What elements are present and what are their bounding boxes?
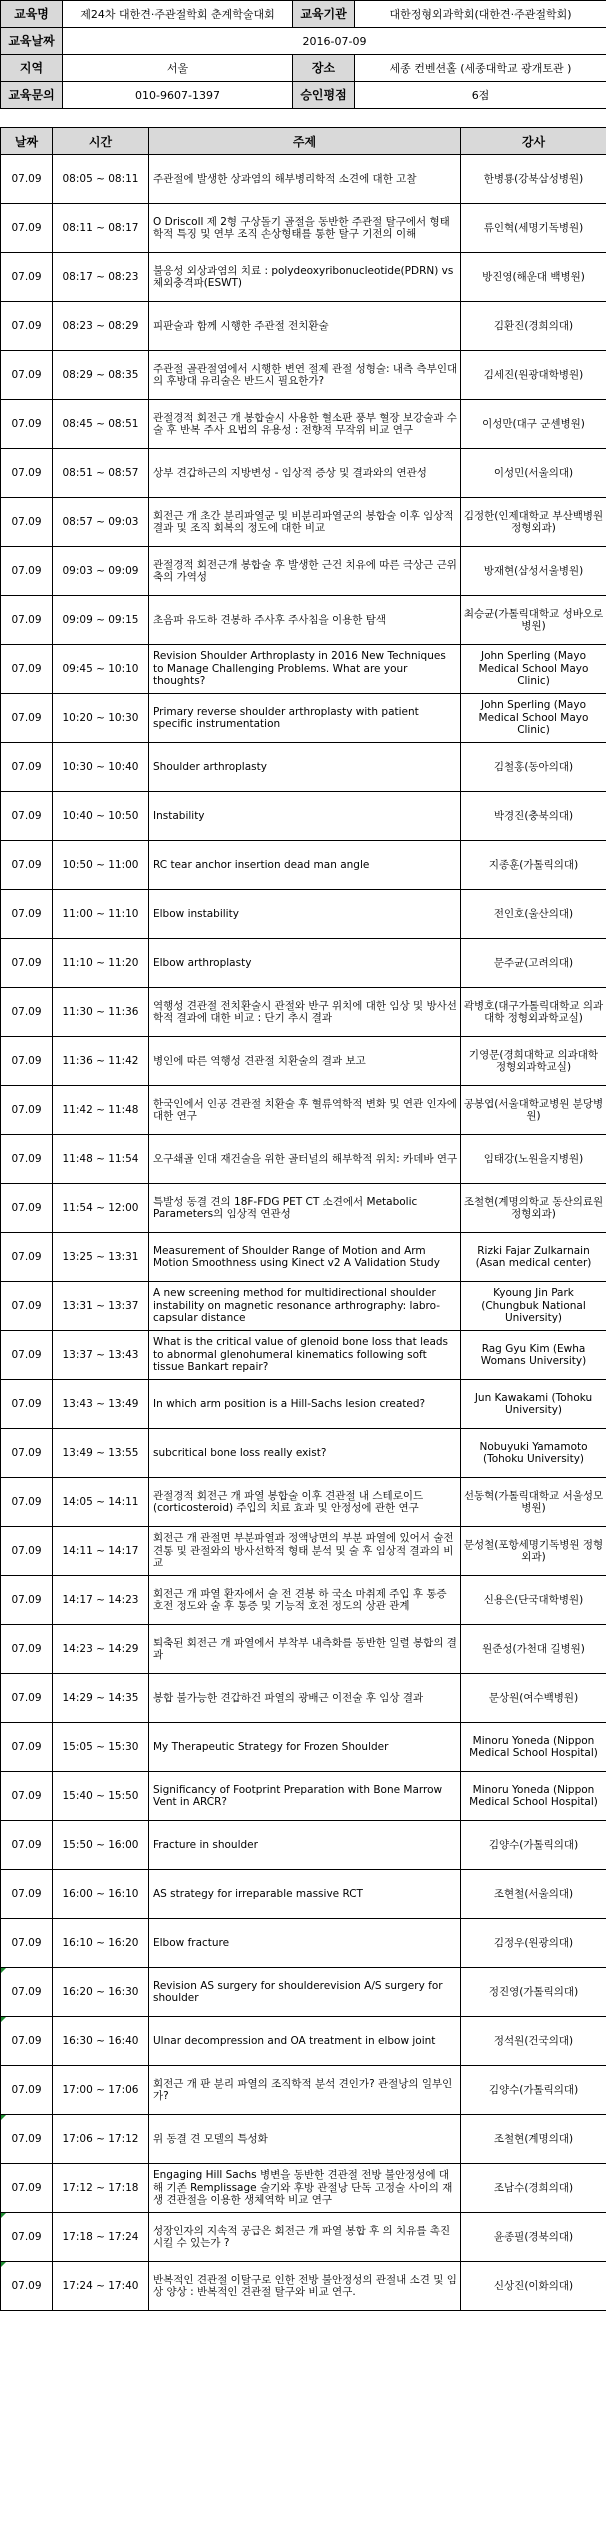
table-row bbox=[1, 1576, 606, 1625]
venue-value: 세종 컨벤션홀 (세종대학교 광개토관 ) bbox=[355, 55, 606, 82]
date-label: 교육날짜 bbox=[1, 28, 63, 55]
row-date: 07.09 bbox=[1, 351, 53, 400]
row-date: 07.09 bbox=[1, 2262, 53, 2311]
row-time: 17:00 ~ 17:06 bbox=[53, 2066, 149, 2115]
row-speaker: John Sperling (Mayo Medical School Mayo Clinic) bbox=[461, 694, 606, 743]
table-row bbox=[1, 1380, 606, 1429]
row-speaker: 김정한(인제대학교 부산백병원 정형외과) bbox=[461, 498, 606, 547]
row-date: 07.09 bbox=[1, 1723, 53, 1772]
row-speaker: Minoru Yoneda (Nippon Medical School Hospital) bbox=[461, 1723, 606, 1772]
row-date: 07.09 bbox=[1, 1135, 53, 1184]
row-topic: In which arm position is a Hill-Sachs lesion created? bbox=[149, 1380, 461, 1429]
row-topic: A new screening method for multidirectional shoulder instability on magnetic resonance arthrography: labro-capsular distance bbox=[149, 1282, 461, 1331]
row-time: 11:36 ~ 11:42 bbox=[53, 1037, 149, 1086]
row-time: 08:23 ~ 08:29 bbox=[53, 302, 149, 351]
row-time: 08:51 ~ 08:57 bbox=[53, 449, 149, 498]
row-speaker: 김세진(원광대학병원) bbox=[461, 351, 606, 400]
row-time: 16:10 ~ 16:20 bbox=[53, 1919, 149, 1968]
table-row bbox=[1, 694, 606, 743]
row-time: 13:37 ~ 13:43 bbox=[53, 1331, 149, 1380]
table-row bbox=[1, 1527, 606, 1576]
row-speaker: 김양수(가톨릭의대) bbox=[461, 1821, 606, 1870]
row-time: 14:29 ~ 14:35 bbox=[53, 1674, 149, 1723]
row-topic: My Therapeutic Strategy for Frozen Shoulder bbox=[149, 1723, 461, 1772]
row-speaker: Minoru Yoneda (Nippon Medical School Hospital) bbox=[461, 1772, 606, 1821]
table-row bbox=[1, 596, 606, 645]
row-topic: Shoulder arthroplasty bbox=[149, 743, 461, 792]
row-time: 08:05 ~ 08:11 bbox=[53, 155, 149, 204]
row-date: 07.09 bbox=[1, 1772, 53, 1821]
table-row bbox=[1, 2262, 606, 2311]
schedule-body bbox=[1, 155, 606, 2311]
row-speaker: 한병룡(강북삼성병원) bbox=[461, 155, 606, 204]
row-date: 07.09 bbox=[1, 596, 53, 645]
row-topic: 상부 견갑하근의 지방변성 - 임상적 증상 및 결과와의 연관성 bbox=[149, 449, 461, 498]
table-row bbox=[1, 1674, 606, 1723]
table-row bbox=[1, 1135, 606, 1184]
row-date: 07.09 bbox=[1, 694, 53, 743]
row-time: 10:40 ~ 10:50 bbox=[53, 792, 149, 841]
table-row bbox=[1, 2213, 606, 2262]
row-topic: 반복적인 견관절 이탈구로 인한 전방 불안정성의 관절내 소견 및 임상 양상 : 반복적인 견관절 탈구와 비교 연구. bbox=[149, 2262, 461, 2311]
row-date: 07.09 bbox=[1, 792, 53, 841]
table-row bbox=[1, 1478, 606, 1527]
row-date: 07.09 bbox=[1, 1233, 53, 1282]
row-topic: 회전근 개 파열 환자에서 술 전 견봉 하 국소 마취제 주입 후 통증 호전 정도와 술 후 통증 및 기능적 호전 정도의 상관 관계 bbox=[149, 1576, 461, 1625]
row-date: 07.09 bbox=[1, 155, 53, 204]
row-topic: RC tear anchor insertion dead man angle bbox=[149, 841, 461, 890]
row-speaker: Jun Kawakami (Tohoku University) bbox=[461, 1380, 606, 1429]
row-speaker: 김환진(경희의대) bbox=[461, 302, 606, 351]
row-speaker: Rag Gyu Kim (Ewha Womans University) bbox=[461, 1331, 606, 1380]
row-date: 07.09 bbox=[1, 2213, 53, 2262]
row-speaker: 이성민(서울의대) bbox=[461, 449, 606, 498]
row-topic: subcritical bone loss really exist? bbox=[149, 1429, 461, 1478]
row-speaker: 신용은(단국대학병원) bbox=[461, 1576, 606, 1625]
row-topic: 피판술과 함께 시행한 주관절 전치환술 bbox=[149, 302, 461, 351]
schedule-header-row bbox=[1, 128, 606, 155]
row-time: 10:50 ~ 11:00 bbox=[53, 841, 149, 890]
row-time: 16:30 ~ 16:40 bbox=[53, 2017, 149, 2066]
row-date: 07.09 bbox=[1, 1478, 53, 1527]
row-speaker: 조철현(계명의대) bbox=[461, 2115, 606, 2164]
header-date: 날짜 bbox=[1, 128, 53, 155]
row-date: 07.09 bbox=[1, 1968, 53, 2017]
row-time: 11:42 ~ 11:48 bbox=[53, 1086, 149, 1135]
course-name-label: 교육명 bbox=[1, 1, 63, 28]
row-speaker: 조철현(계명의학교 동산의료원 정형외과) bbox=[461, 1184, 606, 1233]
row-topic: 성장인자의 지속적 공급은 회전근 개 파열 봉합 후 의 치유를 촉진시킬 수 있는가 ? bbox=[149, 2213, 461, 2262]
table-row bbox=[1, 1968, 606, 2017]
row-speaker: 김양수(가톨릭의대) bbox=[461, 2066, 606, 2115]
header-speaker: 강사 bbox=[461, 128, 606, 155]
row-time: 17:06 ~ 17:12 bbox=[53, 2115, 149, 2164]
table-row bbox=[1, 1184, 606, 1233]
row-topic: Significancy of Footprint Preparation with Bone Marrow Vent in ARCR? bbox=[149, 1772, 461, 1821]
row-speaker: Kyoung Jin Park (Chungbuk National University) bbox=[461, 1282, 606, 1331]
row-speaker: 문성철(포항세명기독병원 정형외과) bbox=[461, 1527, 606, 1576]
table-row bbox=[1, 1919, 606, 1968]
row-time: 09:03 ~ 09:09 bbox=[53, 547, 149, 596]
credit-label: 승인평점 bbox=[293, 82, 355, 109]
row-topic: What is the critical value of glenoid bone loss that leads to abnormal glenohumeral kinematics following soft tissue Bankart repair? bbox=[149, 1331, 461, 1380]
row-date: 07.09 bbox=[1, 1625, 53, 1674]
row-date: 07.09 bbox=[1, 1674, 53, 1723]
row-topic: 주관절 골관절염에서 시행한 변연 절제 관절 성형술: 내측 측부인대의 후방대 유리술은 반드시 필요한가? bbox=[149, 351, 461, 400]
row-speaker: 조남수(경희의대) bbox=[461, 2164, 606, 2213]
row-speaker: John Sperling (Mayo Medical School Mayo Clinic) bbox=[461, 645, 606, 694]
row-speaker: 류인혁(세명기독병원) bbox=[461, 204, 606, 253]
row-time: 14:23 ~ 14:29 bbox=[53, 1625, 149, 1674]
row-topic: 병인에 따른 역행성 견관절 치환술의 결과 보고 bbox=[149, 1037, 461, 1086]
organizer-value: 대한정형외과학회(대한견·주관절학회) bbox=[355, 1, 606, 28]
row-speaker: 임태강(노원을지병원) bbox=[461, 1135, 606, 1184]
table-row bbox=[1, 1282, 606, 1331]
row-topic: Elbow fracture bbox=[149, 1919, 461, 1968]
row-date: 07.09 bbox=[1, 645, 53, 694]
row-speaker: 이성만(대구 군센병원) bbox=[461, 400, 606, 449]
row-topic: 불응성 외상과염의 치료 : polydeoxyribonucleotide(PDRN) vs 체외충격파(ESWT) bbox=[149, 253, 461, 302]
row-time: 08:45 ~ 08:51 bbox=[53, 400, 149, 449]
table-row bbox=[1, 449, 606, 498]
table-row bbox=[1, 2115, 606, 2164]
table-row bbox=[1, 253, 606, 302]
row-date: 07.09 bbox=[1, 1576, 53, 1625]
row-topic: 회전근 개 관절면 부분파열과 정액낭면의 부분 파열에 있어서 술전 견통 및 관절와의 방사선학적 형태 분석 및 술 후 임상적 결과의 비교 bbox=[149, 1527, 461, 1576]
table-row bbox=[1, 204, 606, 253]
row-speaker: 정진영(가톨릭의대) bbox=[461, 1968, 606, 2017]
table-row bbox=[1, 498, 606, 547]
row-time: 13:49 ~ 13:55 bbox=[53, 1429, 149, 1478]
table-row bbox=[1, 1086, 606, 1135]
row-speaker: 조현철(서울의대) bbox=[461, 1870, 606, 1919]
row-speaker: 지종훈(가톨릭의대) bbox=[461, 841, 606, 890]
row-date: 07.09 bbox=[1, 890, 53, 939]
row-time: 08:57 ~ 09:03 bbox=[53, 498, 149, 547]
row-speaker: 곽병호(대구가톨릭대학교 의과대학 정형외과학교실) bbox=[461, 988, 606, 1037]
row-date: 07.09 bbox=[1, 498, 53, 547]
region-value: 서울 bbox=[63, 55, 293, 82]
header-topic: 주제 bbox=[149, 128, 461, 155]
row-time: 08:29 ~ 08:35 bbox=[53, 351, 149, 400]
row-speaker: 윤종필(경북의대) bbox=[461, 2213, 606, 2262]
row-time: 11:10 ~ 11:20 bbox=[53, 939, 149, 988]
row-topic: 한국인에서 인공 견관절 치환술 후 혈류역학적 변화 및 연관 인자에 대한 연구 bbox=[149, 1086, 461, 1135]
row-speaker: 원준성(가천대 길병원) bbox=[461, 1625, 606, 1674]
row-date: 07.09 bbox=[1, 2066, 53, 2115]
row-speaker: 방재현(삼성서울병원) bbox=[461, 547, 606, 596]
row-time: 17:18 ~ 17:24 bbox=[53, 2213, 149, 2262]
row-date: 07.09 bbox=[1, 449, 53, 498]
row-time: 09:09 ~ 09:15 bbox=[53, 596, 149, 645]
row-time: 11:48 ~ 11:54 bbox=[53, 1135, 149, 1184]
row-speaker: 정석원(건국의대) bbox=[461, 2017, 606, 2066]
row-topic: Elbow instability bbox=[149, 890, 461, 939]
table-row bbox=[1, 645, 606, 694]
row-topic: O Driscoll 제 2형 구상돌기 골절을 동반한 주관절 탈구에서 형태학적 특징 및 연부 조직 손상형태를 통한 탈구 기전의 이해 bbox=[149, 204, 461, 253]
row-time: 11:30 ~ 11:36 bbox=[53, 988, 149, 1037]
row-date: 07.09 bbox=[1, 204, 53, 253]
row-date: 07.09 bbox=[1, 939, 53, 988]
row-topic: Revision Shoulder Arthroplasty in 2016 New Techniques to Manage Challenging Problems. What are your thoughts? bbox=[149, 645, 461, 694]
row-topic: 회전근 개 초간 분리파열군 및 비분리파열군의 봉합술 이후 임상적 결과 및 조직 회복의 정도에 대한 비교 bbox=[149, 498, 461, 547]
row-topic: 오구쇄골 인대 재건술을 위한 골터널의 해부학적 위치: 카데바 연구 bbox=[149, 1135, 461, 1184]
row-time: 10:20 ~ 10:30 bbox=[53, 694, 149, 743]
table-row bbox=[1, 1037, 606, 1086]
row-date: 07.09 bbox=[1, 1429, 53, 1478]
venue-label: 장소 bbox=[293, 55, 355, 82]
schedule-table bbox=[0, 127, 606, 2311]
row-speaker: 신상진(이화의대) bbox=[461, 2262, 606, 2311]
row-time: 14:05 ~ 14:11 bbox=[53, 1478, 149, 1527]
row-date: 07.09 bbox=[1, 1380, 53, 1429]
row-topic: 특발성 동결 견의 18F-FDG PET CT 소견에서 Metabolic Parameters의 임상적 연관성 bbox=[149, 1184, 461, 1233]
row-speaker: 김철홍(동아의대) bbox=[461, 743, 606, 792]
row-topic: AS strategy for irreparable massive RCT bbox=[149, 1870, 461, 1919]
row-time: 17:24 ~ 17:40 bbox=[53, 2262, 149, 2311]
row-speaker: 선동혁(가톨릭대학교 서울성모병원) bbox=[461, 1478, 606, 1527]
row-topic: Fracture in shoulder bbox=[149, 1821, 461, 1870]
row-date: 07.09 bbox=[1, 1331, 53, 1380]
row-topic: 퇴축된 회전근 개 파열에서 부착부 내측화를 동반한 일렬 봉합의 결과 bbox=[149, 1625, 461, 1674]
row-time: 08:17 ~ 08:23 bbox=[53, 253, 149, 302]
table-row bbox=[1, 1870, 606, 1919]
row-topic: 관절경적 회전근개 봉합술 후 발생한 근건 치유에 따른 극상근 근위축의 가역성 bbox=[149, 547, 461, 596]
row-date: 07.09 bbox=[1, 841, 53, 890]
table-row bbox=[1, 155, 606, 204]
row-topic: Measurement of Shoulder Range of Motion and Arm Motion Smoothness using Kinect v2 A Validation Study bbox=[149, 1233, 461, 1282]
table-row bbox=[1, 547, 606, 596]
row-date: 07.09 bbox=[1, 1184, 53, 1233]
table-row bbox=[1, 302, 606, 351]
row-topic: 초음파 유도하 견봉하 주사후 주사침을 이용한 탐색 bbox=[149, 596, 461, 645]
row-time: 13:43 ~ 13:49 bbox=[53, 1380, 149, 1429]
row-date: 07.09 bbox=[1, 2017, 53, 2066]
table-row bbox=[1, 2066, 606, 2115]
row-time: 15:05 ~ 15:30 bbox=[53, 1723, 149, 1772]
row-date: 07.09 bbox=[1, 743, 53, 792]
row-date: 07.09 bbox=[1, 1821, 53, 1870]
row-topic: 역행성 견관절 전치환술시 관절와 반구 위치에 대한 임상 및 방사선학적 결과에 대한 비교 : 단기 추시 결과 bbox=[149, 988, 461, 1037]
table-row bbox=[1, 351, 606, 400]
row-speaker: 최승균(가톨릭대학교 성바오로병원) bbox=[461, 596, 606, 645]
row-topic: 회전근 개 판 분리 파열의 조직학적 분석 견인가? 관절낭의 일부인가? bbox=[149, 2066, 461, 2115]
organizer-label: 교육기관 bbox=[293, 1, 355, 28]
row-speaker: 전인호(울산의대) bbox=[461, 890, 606, 939]
table-row bbox=[1, 939, 606, 988]
table-row bbox=[1, 841, 606, 890]
row-speaker: 문상원(여수백병원) bbox=[461, 1674, 606, 1723]
row-time: 16:20 ~ 16:30 bbox=[53, 1968, 149, 2017]
row-date: 07.09 bbox=[1, 988, 53, 1037]
row-time: 11:00 ~ 11:10 bbox=[53, 890, 149, 939]
row-speaker: Rizki Fajar Zulkarnain (Asan medical center) bbox=[461, 1233, 606, 1282]
table-row bbox=[1, 792, 606, 841]
header-time: 시간 bbox=[53, 128, 149, 155]
row-date: 07.09 bbox=[1, 547, 53, 596]
course-info-table bbox=[0, 0, 606, 109]
row-time: 17:12 ~ 17:18 bbox=[53, 2164, 149, 2213]
table-row bbox=[1, 1625, 606, 1674]
row-speaker: 문주균(고려의대) bbox=[461, 939, 606, 988]
row-speaker: Nobuyuki Yamamoto (Tohoku University) bbox=[461, 1429, 606, 1478]
table-row bbox=[1, 1429, 606, 1478]
row-time: 14:17 ~ 14:23 bbox=[53, 1576, 149, 1625]
table-row bbox=[1, 1233, 606, 1282]
row-topic: Elbow arthroplasty bbox=[149, 939, 461, 988]
row-topic: 주관절에 발생한 상과염의 해부병리학적 소견에 대한 고찰 bbox=[149, 155, 461, 204]
row-date: 07.09 bbox=[1, 253, 53, 302]
row-date: 07.09 bbox=[1, 1086, 53, 1135]
contact-value: 010-9607-1397 bbox=[63, 82, 293, 109]
row-topic: Ulnar decompression and OA treatment in elbow joint bbox=[149, 2017, 461, 2066]
row-topic: 관절경적 회전근 개 파열 봉합술 이후 견관절 내 스테로이드(corticosteroid) 주입의 치료 효과 및 안정성에 관한 연구 bbox=[149, 1478, 461, 1527]
row-topic: Revision AS surgery for shoulderevision A/S surgery for shoulder bbox=[149, 1968, 461, 2017]
row-topic: 관절경적 회전근 개 봉합술시 사용한 혈소판 풍부 혈장 보강술과 수술 후 반복 주사 요법의 유용성 : 전향적 무작위 비교 연구 bbox=[149, 400, 461, 449]
row-time: 15:50 ~ 16:00 bbox=[53, 1821, 149, 1870]
row-topic: Engaging Hill Sachs 병변을 동반한 견관절 전방 불안정성에 대해 기존 Remplissage 술기와 후방 관절낭 단독 고정술 사이의 재생 견관절을 이용한 생체역학 비교 연구 bbox=[149, 2164, 461, 2213]
row-topic: Instability bbox=[149, 792, 461, 841]
row-speaker: 방진영(해운대 백병원) bbox=[461, 253, 606, 302]
row-speaker: 공봉엽(서울대학교병원 분당병원) bbox=[461, 1086, 606, 1135]
date-value: 2016-07-09 bbox=[63, 28, 606, 55]
table-row bbox=[1, 988, 606, 1037]
row-time: 15:40 ~ 15:50 bbox=[53, 1772, 149, 1821]
row-time: 16:00 ~ 16:10 bbox=[53, 1870, 149, 1919]
table-row bbox=[1, 1331, 606, 1380]
row-date: 07.09 bbox=[1, 2164, 53, 2213]
row-time: 13:25 ~ 13:31 bbox=[53, 1233, 149, 1282]
row-date: 07.09 bbox=[1, 2115, 53, 2164]
row-date: 07.09 bbox=[1, 400, 53, 449]
row-topic: 위 동결 견 모델의 특성화 bbox=[149, 2115, 461, 2164]
table-row bbox=[1, 1772, 606, 1821]
table-row bbox=[1, 1723, 606, 1772]
table-row bbox=[1, 890, 606, 939]
row-date: 07.09 bbox=[1, 1919, 53, 1968]
row-time: 09:45 ~ 10:10 bbox=[53, 645, 149, 694]
row-speaker: 박경진(충북의대) bbox=[461, 792, 606, 841]
row-time: 14:11 ~ 14:17 bbox=[53, 1527, 149, 1576]
table-row bbox=[1, 400, 606, 449]
row-date: 07.09 bbox=[1, 1870, 53, 1919]
row-speaker: 기영문(경희대학교 의과대학 정형외과학교실) bbox=[461, 1037, 606, 1086]
row-topic: Primary reverse shoulder arthroplasty with patient specific instrumentation bbox=[149, 694, 461, 743]
table-row bbox=[1, 1821, 606, 1870]
row-time: 08:11 ~ 08:17 bbox=[53, 204, 149, 253]
row-time: 13:31 ~ 13:37 bbox=[53, 1282, 149, 1331]
table-row bbox=[1, 743, 606, 792]
table-row bbox=[1, 2164, 606, 2213]
credit-value: 6점 bbox=[355, 82, 606, 109]
contact-label: 교육문의 bbox=[1, 82, 63, 109]
row-date: 07.09 bbox=[1, 1037, 53, 1086]
row-time: 10:30 ~ 10:40 bbox=[53, 743, 149, 792]
row-topic: 봉합 불가능한 견갑하건 파열의 광배근 이전술 후 임상 결과 bbox=[149, 1674, 461, 1723]
row-date: 07.09 bbox=[1, 302, 53, 351]
row-speaker: 김정우(원광의대) bbox=[461, 1919, 606, 1968]
table-row bbox=[1, 2017, 606, 2066]
course-name-value: 제24차 대한견·주관절학회 춘계학술대회 bbox=[63, 1, 293, 28]
row-time: 11:54 ~ 12:00 bbox=[53, 1184, 149, 1233]
row-date: 07.09 bbox=[1, 1527, 53, 1576]
region-label: 지역 bbox=[1, 55, 63, 82]
row-date: 07.09 bbox=[1, 1282, 53, 1331]
